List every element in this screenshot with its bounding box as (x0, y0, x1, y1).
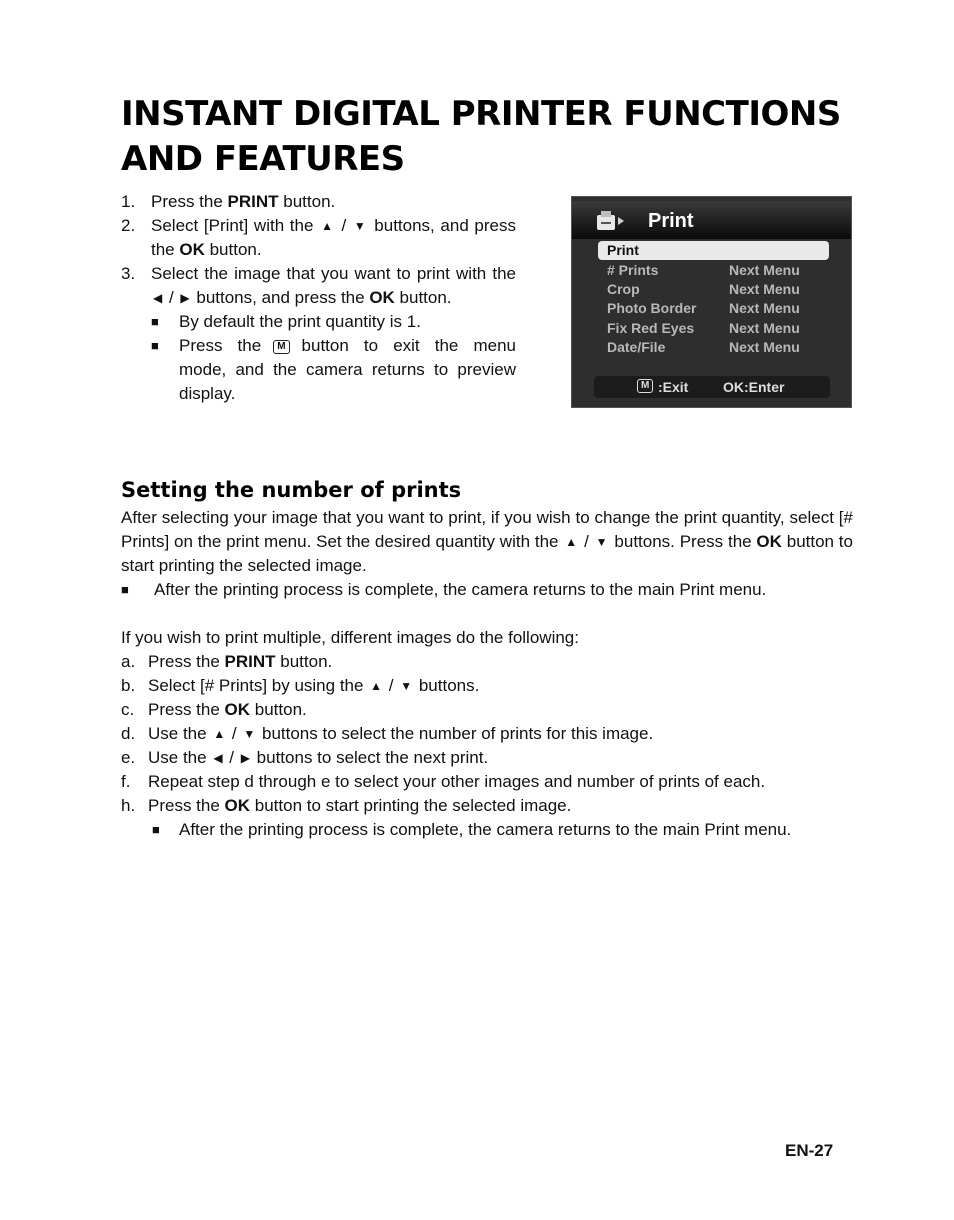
paragraph-change-quantity: After selecting your image that you want to print, if you wish to change the print quantity, select [# Prints] on the print menu. Set the desired quantity with the ▲ / ▼ buttons. Press the OK button to start printing the selected image. (121, 508, 853, 575)
step-2: 2. Select [Print] with the ▲ / ▼ buttons, and press the OK button. (121, 214, 516, 262)
list-item-e: e. Use the ◀ / ▶ buttons to select the next print. (121, 748, 489, 767)
list-item-b: b. Select [# Prints] by using the ▲ / ▼ buttons. (121, 676, 480, 695)
left-arrow-icon: ◀ (213, 751, 223, 765)
print-steps (121, 190, 516, 406)
down-arrow-icon: ▼ (353, 219, 367, 233)
footer-exit-label: :Exit (658, 379, 689, 395)
ok-button-label: OK (756, 532, 782, 551)
down-arrow-icon: ▼ (400, 679, 413, 693)
section-body (121, 506, 853, 842)
right-arrow-icon: ▶ (180, 291, 190, 305)
step-number: 2. (121, 216, 136, 235)
list-item-f: f. Repeat step d through e to select your other images and number of prints of each. (121, 772, 766, 791)
bullet-square-icon: ■ (151, 314, 159, 329)
down-arrow-icon: ▼ (595, 535, 608, 549)
bullet-square-icon: ■ (152, 822, 160, 837)
menu-item-crop[interactable]: Crop Next Menu (607, 281, 800, 297)
footer-enter-label: OK:Enter (723, 379, 785, 395)
screen-title: Print (648, 210, 694, 232)
print-button-label: PRINT (227, 192, 279, 211)
up-arrow-icon: ▲ (370, 679, 383, 693)
page-title: INSTANT DIGITAL PRINTER FUNCTIONS AND FEATURES (121, 94, 841, 179)
menu-item-print[interactable]: Print (598, 241, 829, 260)
step-3: 3. Select the image that you want to print with the ◀ / ▶ buttons, and press the OK button. (121, 262, 516, 310)
step-number: 3. (121, 264, 136, 283)
ok-button-label: OK (369, 288, 395, 307)
step-1: 1. Press the PRINT button. (121, 190, 516, 214)
left-arrow-icon: ◀ (153, 291, 163, 305)
bullet-square-icon: ■ (121, 582, 129, 597)
page-number: EN-27 (785, 1141, 834, 1160)
list-item-c: c. Press the OK button. (121, 700, 307, 719)
menu-item-date-file[interactable]: Date/File Next Menu (607, 339, 800, 355)
up-arrow-icon: ▲ (321, 219, 334, 233)
bullet-exit-menu: ■ Press the M button to exit the menu mode, and the camera returns to preview display. (151, 334, 516, 406)
bullet-print-complete-final: ■ After the printing process is complete, the camera returns to the main Print menu. (152, 818, 853, 842)
list-item-a: a. Press the PRINT button. (121, 652, 333, 671)
paragraph-multiple-images: If you wish to print multiple, different images do the following: (121, 628, 579, 647)
down-arrow-icon: ▼ (243, 727, 256, 741)
printer-icon (596, 210, 624, 232)
up-arrow-icon: ▲ (213, 727, 226, 741)
up-arrow-icon: ▲ (565, 535, 578, 549)
bullet-default-quantity: ■ By default the print quantity is 1. (151, 310, 516, 334)
bullet-square-icon: ■ (151, 338, 159, 353)
ok-button-label: OK (179, 240, 205, 259)
bullet-print-complete: ■ After the printing process is complete, the camera returns to the main Print menu. (121, 578, 853, 602)
camera-print-menu-screen (571, 196, 852, 408)
right-arrow-icon: ▶ (240, 751, 250, 765)
screen-footer (594, 376, 830, 398)
list-item-d: d. Use the ▲ / ▼ buttons to select the number of prints for this image. (121, 724, 654, 743)
menu-button-icon: M (637, 379, 653, 393)
screen-header (572, 201, 851, 239)
menu-button-icon: M (273, 340, 289, 354)
menu-item-photo-border[interactable]: Photo Border Next Menu (607, 300, 800, 316)
menu-item-prints[interactable]: # Prints Next Menu (607, 262, 800, 278)
list-item-h: h. Press the OK button to start printing the selected image. (121, 796, 572, 815)
menu-item-fix-red-eyes[interactable]: Fix Red Eyes Next Menu (607, 320, 800, 336)
section-title: Setting the number of prints (121, 478, 462, 502)
step-number: 1. (121, 192, 136, 211)
